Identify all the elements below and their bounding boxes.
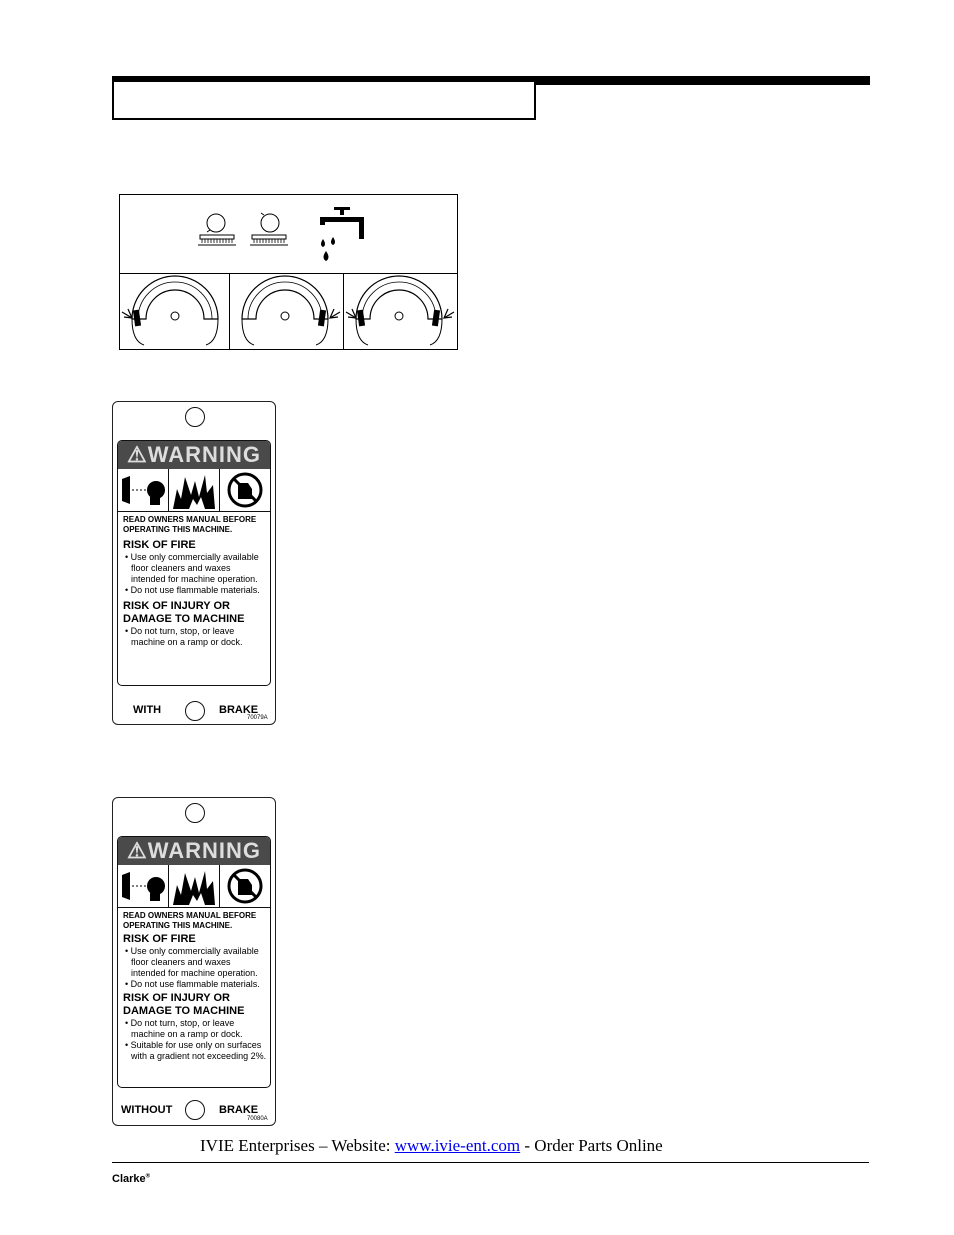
fire-bullet: • Do not use flammable materials. — [125, 585, 260, 595]
no-flammable-icon-cell — [220, 469, 270, 511]
fire-icon-cell — [169, 469, 220, 511]
foot-left-label: WITH — [133, 704, 162, 716]
mounting-hole-bottom — [185, 1100, 205, 1120]
part-number: 70079A — [247, 715, 268, 721]
warning-text-block — [123, 515, 267, 648]
gauge-cell-left — [120, 274, 230, 349]
brush-clockwise-icon — [198, 214, 236, 245]
brush-counterclockwise-icon — [250, 213, 288, 245]
footer-suffix: - Order Parts Online — [520, 1136, 663, 1155]
injury-heading: RISK OF INJURY OR DAMAGE TO MACHINE — [123, 600, 245, 625]
mounting-hole-top — [185, 803, 205, 823]
mounting-hole-top — [185, 407, 205, 427]
website-link[interactable]: www.ivie-ent.com — [394, 1136, 521, 1155]
footer-prefix: IVIE Enterprises – Website: — [200, 1136, 395, 1155]
injury-bullet: • Do not turn, stop, or leave machine on a ramp or dock. — [125, 1018, 243, 1039]
function-icons — [120, 195, 457, 273]
read-manual-icon — [118, 865, 168, 907]
no-flammable-icon-cell — [220, 865, 270, 907]
foot-left-label: WITHOUT — [121, 1104, 173, 1116]
registered-mark: ® — [145, 1173, 151, 1180]
warning-icon-row — [118, 865, 270, 908]
injury-heading: RISK OF INJURY OR DAMAGE TO MACHINE — [123, 992, 245, 1017]
no-flammable-icon — [220, 865, 270, 907]
warning-icon-row — [118, 469, 270, 512]
read-manual-icon — [118, 469, 168, 511]
no-flammable-icon — [220, 469, 270, 511]
fire-heading: RISK OF FIRE — [123, 539, 196, 551]
brand-logo — [112, 1173, 150, 1185]
injury-bullet: • Do not turn, stop, or leave machine on a ramp or dock. — [125, 626, 243, 647]
water-faucet-icon — [320, 207, 364, 261]
read-manual-icon-cell — [118, 469, 169, 511]
warning-header: ⚠WARNING — [118, 441, 270, 469]
fire-heading: RISK OF FIRE — [123, 933, 196, 945]
read-manual-text: READ OWNERS MANUAL BEFORE OPERATING THIS MACHINE. — [123, 911, 257, 930]
read-manual-icon-cell — [118, 865, 169, 907]
gauge-center-icon — [230, 274, 343, 349]
gauge-right-icon — [344, 274, 457, 349]
foot-right-label: BRAKE — [219, 1104, 259, 1116]
warning-panel — [117, 440, 271, 686]
fire-bullet: • Do not use flammable materials. — [125, 979, 260, 989]
gauge-cell-right — [344, 274, 457, 349]
warning-header: ⚠WARNING — [118, 837, 270, 865]
warning-text-block — [123, 911, 267, 1062]
fire-bullet: • Use only commercially available floor cleaners and waxes intended for machine operation. — [125, 552, 259, 584]
warning-label-without-brake — [112, 797, 276, 1126]
fire-bullet: • Use only commercially available floor cleaners and waxes intended for machine operation. — [125, 946, 259, 978]
foot-right-label: BRAKE — [219, 704, 259, 716]
fire-icon — [169, 469, 219, 511]
control-panel-decal — [119, 194, 458, 350]
brand-name: Clarke — [112, 1173, 146, 1185]
footer-text — [200, 1136, 663, 1156]
gauge-left-icon — [120, 274, 229, 349]
gauge-cell-center — [230, 274, 344, 349]
mounting-hole-bottom — [185, 701, 205, 721]
warning-panel — [117, 836, 271, 1088]
read-manual-text: READ OWNERS MANUAL BEFORE OPERATING THIS MACHINE. — [123, 515, 257, 534]
injury-bullet: • Suitable for use only on surfaces with a gradient not exceeding 2%. — [125, 1040, 267, 1061]
fire-icon — [169, 865, 219, 907]
footer-rule — [112, 1162, 869, 1163]
function-icon-row — [120, 195, 457, 274]
warning-label-with-brake — [112, 401, 276, 725]
fire-icon-cell — [169, 865, 220, 907]
section-title-box — [112, 82, 536, 120]
part-number: 70080A — [247, 1116, 268, 1122]
